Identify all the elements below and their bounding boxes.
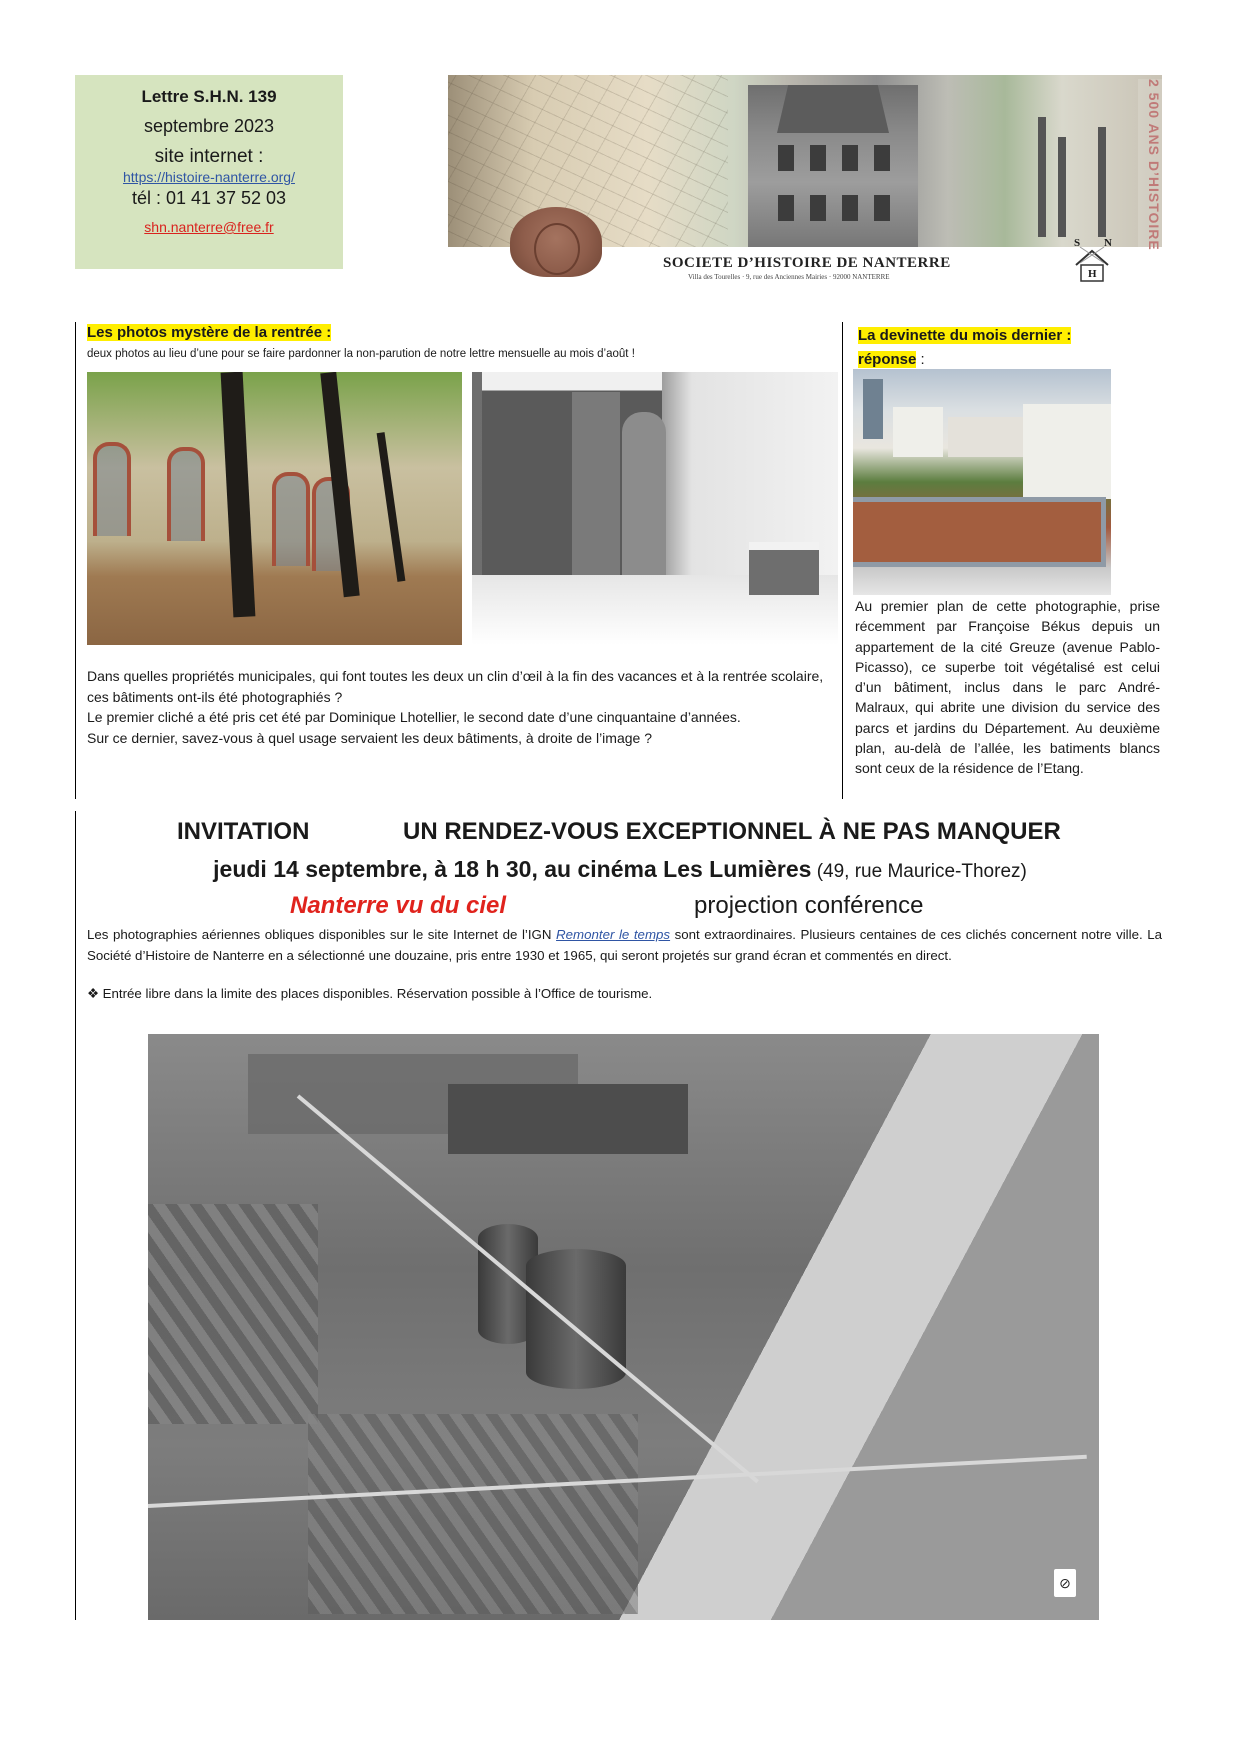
devinette-photo-green-roof [853,369,1111,595]
society-name: SOCIETE D’HISTOIRE DE NANTERRE [663,255,951,271]
mystery-body [87,666,837,748]
aerial-photo-nanterre [148,1034,1099,1620]
event-address: (49, rue Maurice-Thorez) [811,861,1027,882]
compass-icon: ⊘ [1054,1569,1076,1597]
invitation-description: Les photographies aériennes obliques disponibles sur le site Internet de l’IGN Remonter le temps sont extraordinaires. Plusieurs centaines de ces clichés concernent notre ville. La Société d’Histoire de Nanterre en a sélectionné une douzaine, pris entre 1930 et 1965, qui seront projetés sur grand écran et commentés en direct. [87,927,1162,963]
invitation-tagline: UN RENDEZ-VOUS EXCEPTIONNEL À NE PAS MANQUER [403,818,1061,845]
invitation-left-rule [75,811,76,1620]
society-banner [448,75,1162,281]
mystery-photo-courtyard [87,372,462,645]
column-divider [842,322,843,799]
phone-number: tél : 01 41 37 52 03 [131,188,287,208]
society-address: Villa des Tourelles · 9, rue des Anciennes Mairies · 92000 NANTERRE [688,273,890,281]
event-type: projection conférence [694,892,924,919]
shn-logo [1072,237,1112,283]
left-column-rule [75,322,76,799]
email-link[interactable]: shn.nanterre@free.fr [144,219,274,235]
diamond-bullet-icon: ❖ [87,986,99,1001]
villa-des-tourelles-drawing [748,85,918,247]
site-label: site internet : [154,146,264,167]
devinette-answer-label: réponse [858,351,917,368]
invitation-label: INVITATION [177,818,310,845]
devinette-heading: La devinette du mois dernier : réponse : [858,327,1072,368]
event-when-where: jeudi 14 septembre, à 18 h 30, au cinéma Les Lumières (49, rue Maurice-Thorez) [213,856,1027,882]
carved-stone-face-image [510,207,602,277]
mystery-heading: Les photos mystère de la rentrée : [87,324,332,341]
remonter-le-temps-link[interactable]: Remonter le temps [556,927,671,942]
devinette-answer-text: Au premier plan de cette photographie, prise récemment par Françoise Békus depuis un appartement de la cité Greuze (avenue Pablo-Picasso), ce superbe toit végétalisé est celui d’un bâtiment, inclus dans le parc André-Malraux, qui abrite une division du service des parcs et jardins du Département. Au deuxième plan, au-delà de l’allée, les batiments blancs sont ceux de la résidence de l’Etang. [855,598,1160,777]
mystery-paragraph: Le premier cliché a été pris cet été par Dominique Lhotellier, le second date d’une cinquantaine d’années. [87,709,741,725]
logo-letter-s: S [1074,237,1081,249]
banner-tagline: 2 500 ANS D’HISTOIRE [1138,79,1162,251]
logo-letter-n: N [1104,237,1112,249]
newsletter-info-box [75,75,343,269]
entry-info: ❖ Entrée libre dans la limite des places disponibles. Réservation possible à l’Office de tourisme. [87,986,653,1001]
site-link[interactable]: https://histoire-nanterre.org/ [123,169,295,185]
event-title: Nanterre vu du ciel [290,892,507,919]
issue-date: septembre 2023 [143,116,275,136]
logo-letter-h: H [1088,268,1097,280]
mystery-paragraph: Sur ce dernier, savez-vous à quel usage servaient les deux bâtiments, à droite de l’image ? [87,729,652,746]
issue-number: Lettre S.H.N. 139 [141,87,277,106]
mystery-intro: deux photos au lieu d’une pour se faire pardonner la non-parution de notre lettre mensuelle au mois d’août ! [87,348,635,360]
mystery-photo-snowy-villa [472,372,838,645]
mystery-paragraph: Dans quelles propriétés municipales, qui font toutes les deux un clin d’œil à la fin des vacances et à la rentrée scolaire, ces bâtiments ont-ils été photographiés ? [87,668,824,705]
